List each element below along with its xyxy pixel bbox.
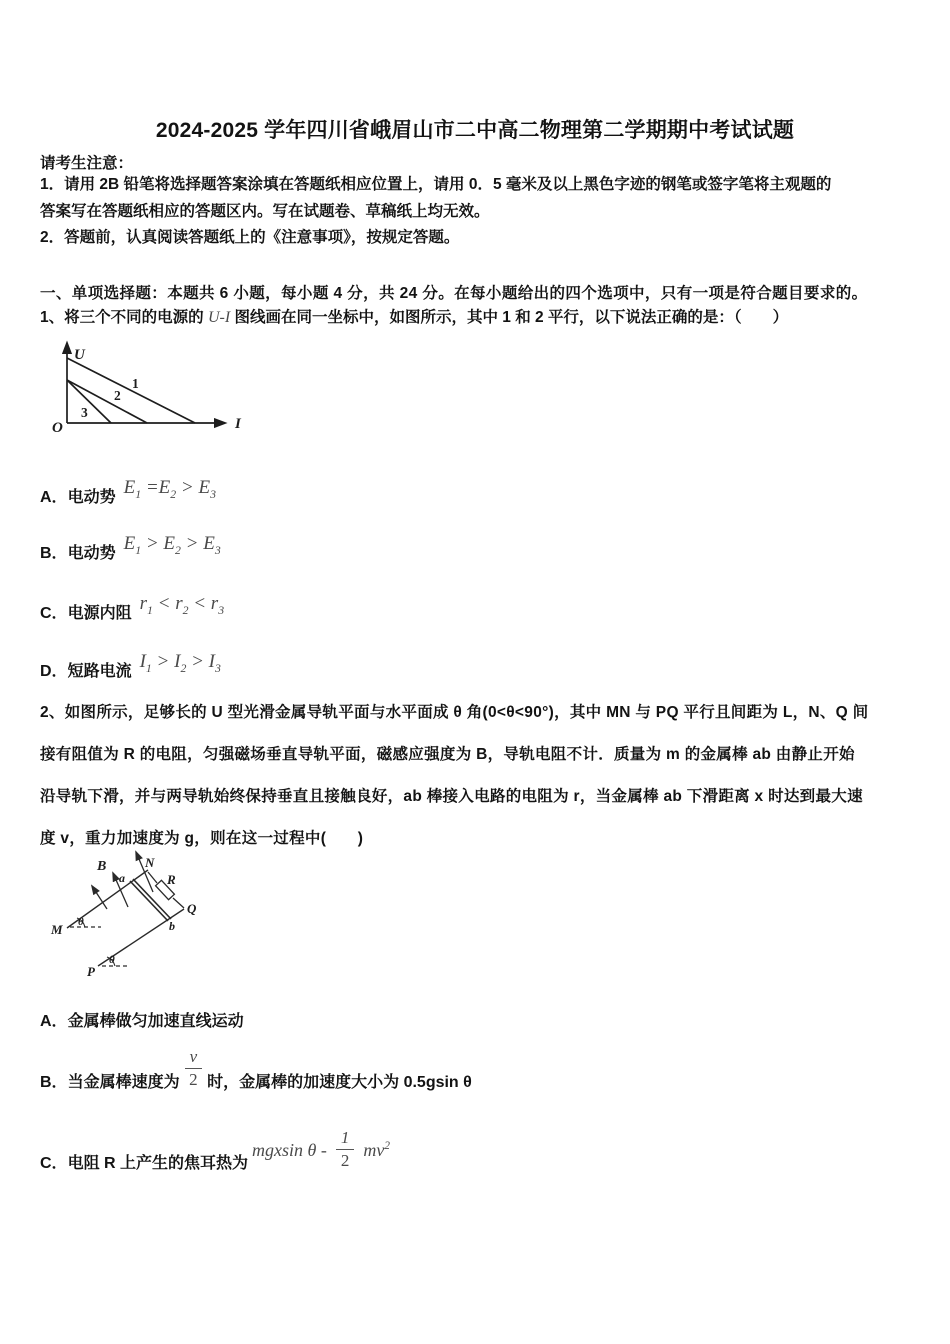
option-text-pre: 当金属棒速度为 — [67, 1074, 180, 1092]
rail-label-m: M — [51, 922, 63, 937]
option-label: B． — [40, 545, 68, 562]
notice-line: 答案写在答题纸相应的答题区内。写在试题卷、草稿纸上均无效。 — [40, 202, 490, 220]
option-text: 电阻 R 上产生的焦耳热为 — [67, 1155, 249, 1173]
q1-stem-pre: 1、将三个不同的电源的 — [40, 309, 208, 326]
q2-incline-rail-figure — [45, 846, 260, 996]
resistor-label-r: R — [167, 872, 176, 887]
page-title: 2024-2025 学年四川省峨眉山市二中高二物理第二学期期中考试试题 — [155, 119, 795, 142]
q2-stem-line: 接有阻值为 R 的电阻，匀强磁场垂直导轨平面，磁感应强度为 B，导轨电阻不计．质量为 m 的金属棒 ab 由静止开始 — [40, 746, 855, 763]
notice-line: 2．答题前，认真阅读答题纸上的《注意事项》，按规定答题。 — [40, 229, 460, 246]
q1-option-c — [40, 593, 225, 627]
angle-label-theta-p: θ — [109, 954, 115, 966]
option-label: A． — [40, 1013, 68, 1030]
q2-option-c — [40, 1128, 394, 1173]
option-text: 金属棒做匀加速直线运动 — [67, 1013, 244, 1030]
option-label: D． — [40, 663, 68, 680]
option-text: 电动势 — [67, 489, 116, 506]
q2-option-b — [40, 1047, 472, 1092]
angle-label-theta-m: θ — [78, 916, 84, 928]
option-formula: $E_1 > E_2 > E_3$ — [123, 533, 221, 557]
q1-option-d — [40, 651, 221, 685]
option-label: B． — [40, 1074, 68, 1092]
notice-line: 1．请用 2B 铅笔将选择题答案涂填在答题纸相应位置上，请用 0．5 毫米及以上黑色字迹的钢笔或签字笔将主观题的 — [40, 176, 832, 193]
q2-option-a — [40, 1008, 244, 1031]
option-formula: $E_1 =E_2 > E_3$ — [123, 477, 216, 501]
q1-option-a — [40, 477, 216, 511]
curve-label-2: 2 — [114, 388, 121, 403]
q1-option-b — [40, 533, 221, 567]
q2-stem-line: 沿导轨下滑，并与两导轨始终保持垂直且接触良好，ab 棒接入电路的电阻为 r，当金属棒 ab 下滑距离 x 时达到最大速 — [40, 788, 863, 805]
question-2-stem — [40, 692, 868, 860]
q2-stem-line: 度 v，重力加速度为 g，则在这一过程中( ) — [40, 830, 364, 847]
option-text: 电源内阻 — [67, 605, 132, 622]
field-label-b: B — [97, 859, 107, 874]
fraction-1-over-2 — [336, 1128, 355, 1170]
q2-stem-line: 2、如图所示，足够长的 U 型光滑金属导轨平面与水平面成 θ 角(0<θ<90°)，其中 MN 与 PQ 平行且间距为 L，N、Q 间 — [40, 704, 869, 721]
source-line-3 — [67, 380, 111, 423]
axis-label-i: I — [235, 416, 241, 432]
rail-label-n: N — [145, 855, 155, 870]
curve-label-3: 3 — [81, 405, 88, 420]
formula-pre: mgxsin θ - — [252, 1140, 327, 1161]
fraction-v-over-2 — [185, 1047, 203, 1089]
axis-label-u: U — [74, 347, 85, 363]
q1-stem-post: 图线画在同一坐标中，如图所示，其中 1 和 2 平行，以下说法正确的是：（ ） — [230, 309, 789, 326]
option-formula: $r_1 < r_2 < r_3$ — [139, 593, 225, 617]
fraction-numerator: v — [185, 1047, 203, 1069]
option-label: A． — [40, 489, 68, 506]
option-text: 电动势 — [67, 545, 116, 562]
wire-resistor-q — [173, 898, 184, 908]
formula-post: $mv^2$ — [363, 1140, 390, 1161]
notice-block — [40, 172, 831, 252]
bar-end-label-a: a — [119, 871, 125, 885]
option-label: C． — [40, 605, 68, 622]
curve-label-1: 1 — [132, 376, 139, 391]
origin-label: O — [52, 420, 63, 436]
option-text: 短路电流 — [67, 663, 132, 680]
fraction-denominator: 2 — [340, 1150, 350, 1170]
q1-stem-math: U-I — [207, 309, 231, 326]
section-heading: 一、单项选择题：本题共 6 小题，每小题 4 分，共 24 分。在每小题给出的四个选项中，只有一项是符合题目要求的。 — [40, 285, 868, 302]
option-label: C． — [40, 1155, 68, 1173]
option-formula: $I_1 > I_2 > I_3$ — [139, 651, 221, 675]
rail-label-p: P — [87, 964, 95, 979]
fraction-denominator: 2 — [189, 1069, 198, 1089]
bar-end-label-b: b — [169, 919, 175, 933]
rail-label-q: Q — [187, 901, 197, 916]
option-text-post: 时，金属棒的加速度大小为 0.5gsin θ — [207, 1074, 472, 1092]
bar-ab — [130, 881, 168, 921]
fraction-numerator: 1 — [336, 1128, 355, 1150]
question-1-stem — [40, 305, 788, 327]
notice-heading: 请考生注意： — [40, 155, 134, 172]
wire-n-resistor — [148, 872, 157, 883]
q1-ui-graph-figure — [45, 333, 260, 441]
